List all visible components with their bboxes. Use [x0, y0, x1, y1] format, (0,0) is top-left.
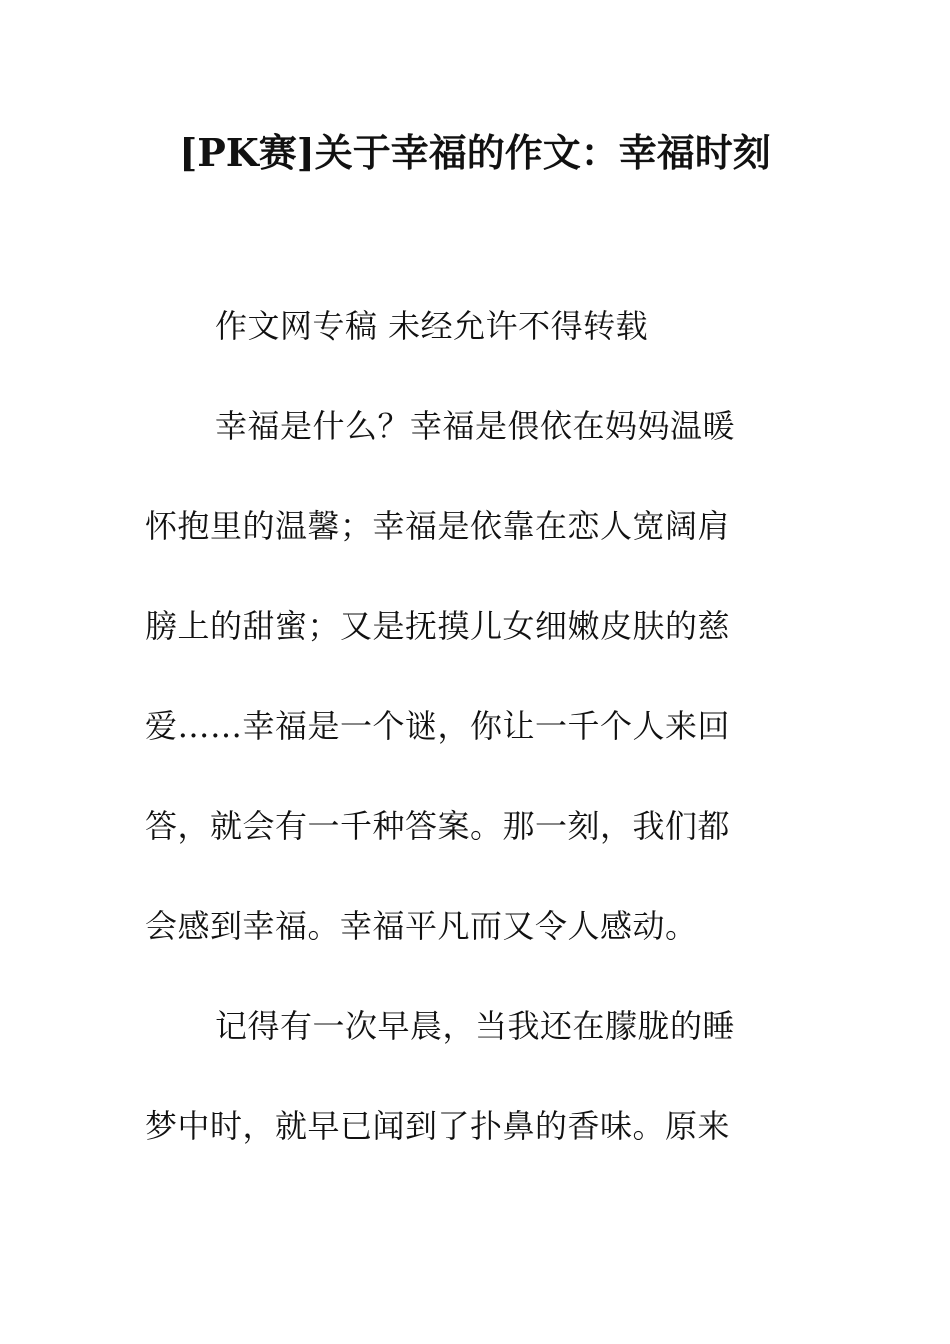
text-line: 答，就会有一千种答案。那一刻，我们都: [145, 807, 731, 845]
text-line: 怀抱里的温馨；幸福是依靠在恋人宽阔肩: [145, 507, 731, 545]
text-line: 梦中时，就早已闻到了扑鼻的香味。原来: [145, 1107, 731, 1145]
text-line: 记得有一次早晨，当我还在朦胧的睡: [215, 1007, 736, 1045]
document-title: [PK赛]关于幸福的作文：幸福时刻: [179, 130, 771, 175]
text-line: 幸福是什么？幸福是偎依在妈妈温暖: [215, 407, 736, 445]
text-line: 膀上的甜蜜；又是抚摸儿女细嫩皮肤的慈: [145, 607, 731, 645]
text-line: 会感到幸福。幸福平凡而又令人感动。: [145, 907, 698, 945]
text-line-byline: 作文网专稿 未经允许不得转载: [215, 307, 649, 345]
text-line: 爱……幸福是一个谜，你让一千个人来回: [145, 707, 731, 745]
